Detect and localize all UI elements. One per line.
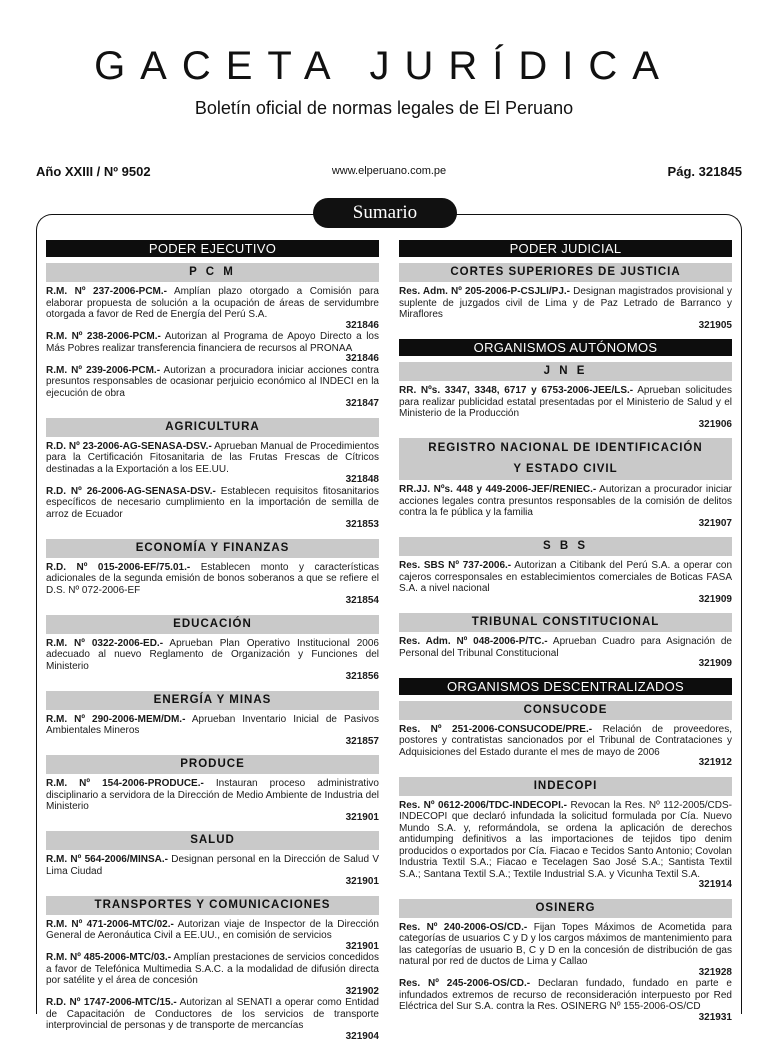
entry-reference: Res. Nº 251-2006-CONSUCODE/PRE.- (399, 723, 593, 735)
entry-reference: Res. Adm. Nº 205-2006-P-CSJLI/PJ.- (399, 286, 571, 297)
summary-entry[interactable] (46, 286, 379, 331)
summary-entry[interactable] (399, 286, 732, 331)
section-title (399, 899, 732, 918)
section-title-text: ENERGÍA Y MINAS (153, 693, 272, 706)
section-title-text: REGISTRO NACIONAL DE IDENTIFICACIÓN (428, 442, 703, 454)
summary-entry[interactable] (46, 854, 379, 888)
gazette-subtitle: Boletín oficial de normas legales de El Peruano (194, 98, 574, 118)
entry-page-number: 321846 (345, 319, 379, 331)
section-osinerg (399, 899, 732, 1024)
section-title (399, 777, 732, 796)
summary-entry[interactable] (46, 638, 379, 683)
section-title-text: SALUD (190, 834, 235, 846)
entry-page-number: 321901 (345, 876, 379, 887)
entry-description: Aprueban Manual de Procedimientos para la Certificación Fitosanitaria de las Frutas Frescas de Cítricos destinadas a la Exportación a los EE.UU. (46, 440, 380, 475)
sumario-heading: Sumario (313, 198, 457, 228)
entry-description: Designan personal en la Dirección de Salud V Lima Ciudad (46, 854, 379, 877)
entry-reference: R.M. Nº 237-2006-PCM.- (46, 286, 167, 297)
entry-description: Aprueban Plan Operativo Institucional 2006 adecuado al nuevo Reglamento de Organización y Funciones del Ministerio (46, 637, 379, 672)
entry-reference: R.D. Nº 1747-2006-MTC/15.- (46, 997, 177, 1008)
summary-entry[interactable] (399, 922, 732, 979)
section-title-text-line2: Y ESTADO CIVIL (513, 463, 618, 475)
entry-reference: R.D. Nº 23-2006-AG-SENASA-DSV.- (46, 440, 212, 452)
entry-reference: R.M. Nº 290-2006-MEM/DM.- (46, 713, 186, 725)
section-agricultura (46, 418, 379, 531)
entry-reference: R.D. Nº 015-2006-EF/75.01.- (46, 561, 191, 573)
section-title (46, 755, 379, 774)
section-title (46, 896, 379, 915)
entry-description: Autorizan al SENATI a operar como Entidad de Capacitación de Conductores de los servicios de transporte interprovincial de personas y de transporte de mercancías (46, 997, 379, 1031)
summary-entry[interactable] (46, 919, 379, 953)
section-educacion (46, 615, 379, 683)
section-economia-y-finanzas (46, 539, 379, 607)
section-title-text: OSINERG (535, 901, 596, 914)
entry-page-number: 321857 (345, 735, 379, 747)
entry-page-number: 321909 (698, 593, 732, 605)
summary-entry[interactable] (399, 800, 732, 891)
section-title-text: S B S (542, 540, 589, 552)
right-column (399, 240, 732, 1031)
section-title (46, 691, 379, 710)
issue-info-line (36, 164, 742, 182)
summary-entry[interactable] (46, 486, 379, 531)
entry-description: Instauran proceso administrativo disciplinario a servidora de la Dirección de Medio Ambiente de Industria del Ministerio (46, 778, 379, 812)
entry-reference: R.M. Nº 485-2006-MTC/03.- (46, 952, 172, 963)
section-salud (46, 831, 379, 888)
section-title-text: PRODUCE (180, 758, 245, 770)
section-title-text: AGRICULTURA (165, 420, 260, 433)
section-title (399, 263, 732, 282)
entry-reference: RR.JJ. Nºs. 448 y 449-2006-JEF/RENIEC.- (399, 484, 597, 495)
issue-number: Año XXIII / Nº 9502 (36, 164, 151, 179)
entry-page-number: 321906 (698, 418, 732, 430)
section-title (46, 539, 379, 558)
entry-reference: RR. Nºs. 3347, 3348, 6717 y 6753-2006-JEE/LS.- (399, 385, 634, 396)
section-produce (46, 755, 379, 823)
entry-description: Designan magistrados provisional y suplente de juzgados civil de Lima y de Paz Letrado de Barranco y Miraflores (399, 286, 732, 320)
entry-page-number: 321907 (698, 517, 732, 529)
entry-reference: R.M. Nº 238-2006-PCM.- (46, 331, 161, 342)
section-registro-nacional-de-identificacion (399, 438, 732, 529)
entry-page-number: 321902 (345, 985, 379, 997)
entry-description: Establecen monto y características adicionales de la segunda emisión de bonos soberanos a que se refiere el D.S. Nº 072-2006-EF (46, 561, 379, 596)
entry-description: Autorizan a procuradora iniciar acciones contra presuntos responsables de ocasionar perjuicio económico al INDECI en la ejecución de obra (46, 364, 379, 399)
section-title (46, 831, 379, 850)
entry-reference: Res. Adm. Nº 048-2006-P/TC.- (399, 636, 548, 647)
entry-description: Autorizan a procurador iniciar acciones legales contra presuntos responsables de la comisión de delitos contra la fe pública y la familia (399, 484, 732, 518)
section-title (46, 615, 379, 634)
summary-entry[interactable] (399, 484, 732, 529)
summary-entry[interactable] (46, 714, 379, 748)
entry-page-number: 321928 (698, 966, 732, 978)
heading-organismos-descentralizados: ORGANISMOS DESCENTRALIZADOS (399, 678, 732, 695)
summary-entry[interactable] (46, 952, 379, 997)
entry-description: Autorizan al Programa de Apoyo Directo a los Más Pobres realizar transferencia financiera de recursos al PRONAA (46, 331, 379, 354)
section-s-b-s (399, 537, 732, 605)
entry-page-number: 321856 (345, 671, 379, 682)
entry-description: Relación de proveedores, postores y contratistas sancionados por el Tribunal de Contrataciones y Adquisiciones del Estado durante el mes de mayo de 2006 (399, 723, 732, 758)
summary-entry[interactable] (46, 365, 379, 410)
section-title-text: ECONOMÍA Y FINANZAS (135, 541, 290, 554)
entry-description: Aprueban solicitudes para realizar publicidad estatal presentadas por el Ministerio de Salud y el Ministerio de la Producción (399, 385, 732, 419)
section-title-text: J N E (543, 365, 588, 377)
entry-description: Declaran fundado, fundado en parte e infundados extremos de recurso de reconsideración interpuesto por Red Eléctrica del Sur S.A. contra la Res. OSINERG Nº 155-2006-OS/CD (399, 978, 732, 1012)
entry-reference: Res. Nº 245-2006-OS/CD.- (399, 978, 531, 989)
summary-entry[interactable] (46, 331, 379, 365)
section-title (46, 263, 379, 282)
masthead (0, 44, 768, 88)
gazette-title: GACETA JURÍDICA (94, 44, 674, 88)
section-title-text: TRIBUNAL CONSTITUCIONAL (471, 616, 660, 628)
section-tribunal-constitucional (399, 613, 732, 670)
entry-page-number: 321901 (345, 811, 379, 823)
entry-description: Revocan la Res. Nº 112-2005/CDS-INDECOPI que declaró infundada la solicitud formulada por Cía. Nuevo Mundo S.A. y, reformándola, se ordena la aplicación de derechos antidumping definitivos a las importaciones de tejidos tipo denim producidos o exportados por Cía. Fiacao e Tecidos Santo Antonio; Covolan Industria Textil S.A.; Fiacao e Tecelagen Sao José S.A.; Santista Textil S.A.; Santana Textil S.A.; Textile Industrial S.A. y Vicunha Textil S.A. (399, 799, 732, 880)
section-indecopi (399, 777, 732, 891)
section-title-text: P C M (189, 266, 236, 278)
entry-page-number: 321848 (345, 474, 379, 485)
entry-reference: R.M. Nº 0322-2006-ED.- (46, 637, 164, 649)
section-consucode (399, 701, 732, 769)
section-title-text: INDECOPI (533, 779, 598, 792)
section-energia-y-minas (46, 691, 379, 748)
heading-poder-ejecutivo: PODER EJECUTIVO (46, 240, 379, 257)
entry-description: Aprueban Cuadro para Asignación de Personal del Tribunal Constitucional (399, 636, 732, 659)
entry-page-number: 321912 (698, 757, 732, 768)
entry-page-number: 321847 (345, 398, 379, 409)
entry-reference: R.M. Nº 471-2006-MTC/02.- (46, 918, 174, 930)
heading-poder-judicial: PODER JUDICIAL (399, 240, 732, 257)
entry-page-number: 321914 (698, 879, 732, 890)
entry-page-number: 321846 (345, 353, 379, 364)
entry-page-number: 321901 (345, 940, 379, 952)
entry-description: Establecen requisitos fitosanitarios específicos de necesario cumplimiento en la importación de semilla de arroz de Ecuador (46, 485, 379, 520)
page-number: Pág. 321845 (667, 164, 742, 179)
section-title (399, 438, 732, 480)
section-title (399, 537, 732, 556)
section-title (399, 613, 732, 632)
summary-entry[interactable] (399, 560, 732, 605)
entry-reference: Res. Nº 240-2006-OS/CD.- (399, 921, 528, 933)
entry-description: Amplían plazo otorgado a Comisión para elaborar propuesta de solución a la ocupación de áreas de servidumbre otorgada a favor de Red de Energía del Perú S.A. (46, 286, 379, 320)
entry-description: Amplían prestaciones de servicios concedidos a favor de Telefónica Multimedia S.A.C. a la modalidad de difusión directa por satélite y el área de concesión (46, 952, 379, 986)
section-title-text: TRANSPORTES Y COMUNICACIONES (94, 898, 331, 911)
entry-page-number: 321931 (698, 1011, 732, 1023)
section-cortes-superiores-de-justicia (399, 263, 732, 331)
summary-entry[interactable] (46, 441, 379, 486)
section-title (46, 418, 379, 437)
entry-page-number: 321854 (345, 595, 379, 606)
entry-page-number: 321909 (698, 658, 732, 669)
entry-reference: Res. Nº 0612-2006/TDC-INDECOPI.- (399, 799, 567, 811)
section-title-text: CORTES SUPERIORES DE JUSTICIA (450, 266, 681, 278)
summary-entry[interactable] (399, 636, 732, 670)
entry-page-number: 321853 (345, 519, 379, 530)
section-title-text: EDUCACIÓN (173, 617, 252, 630)
summary-entry[interactable] (399, 385, 732, 430)
entry-reference: R.M. Nº 239-2006-PCM.- (46, 364, 161, 376)
entry-description: Fijan Topes Máximos de Acometida para categorías de usuarios C y D y los cargos máximos de mantenimiento para las categorías de usuario B, C y D en la concesión de distribución de gas natural por red de ductos de Lima y Callao (399, 921, 732, 967)
entry-description: Autorizan a Citibank del Perú S.A. a operar con cajeros corresponsales en establecimientos comerciales de Boticas FASA S.A. a nivel nacional (399, 560, 733, 594)
entry-description: Aprueban Inventario Inicial de Pasivos Ambientales Mineros (46, 713, 379, 736)
entry-page-number: 321905 (698, 319, 732, 331)
section-j-n-e (399, 362, 732, 430)
left-column (46, 240, 379, 1050)
entry-reference: R.M. Nº 154-2006-PRODUCE.- (46, 778, 204, 789)
section-transportes-y-comunicaciones (46, 896, 379, 1043)
entry-reference: Res. SBS Nº 737-2006.- (399, 560, 512, 571)
summary-entry[interactable] (399, 724, 732, 769)
section-p-c-m (46, 263, 379, 410)
summary-entry[interactable] (46, 778, 379, 823)
summary-entry[interactable] (46, 562, 379, 607)
section-title (399, 362, 732, 381)
entry-reference: R.D. Nº 26-2006-AG-SENASA-DSV.- (46, 485, 216, 497)
entry-page-number: 321904 (345, 1030, 379, 1042)
section-title-text: CONSUCODE (523, 703, 608, 716)
heading-organismos-autonomos: ORGANISMOS AUTÓNOMOS (399, 339, 732, 356)
summary-entry[interactable] (46, 997, 379, 1042)
entry-reference: R.M. Nº 564-2006/MINSA.- (46, 854, 168, 865)
website-link[interactable]: www.elperuano.com.pe (331, 165, 447, 177)
entry-description: Autorizan viaje de Inspector de la Dirección General de Aeronáutica Civil a EE.UU., en comisión de servicios (46, 918, 379, 941)
section-title (399, 701, 732, 720)
summary-entry[interactable] (399, 978, 732, 1023)
